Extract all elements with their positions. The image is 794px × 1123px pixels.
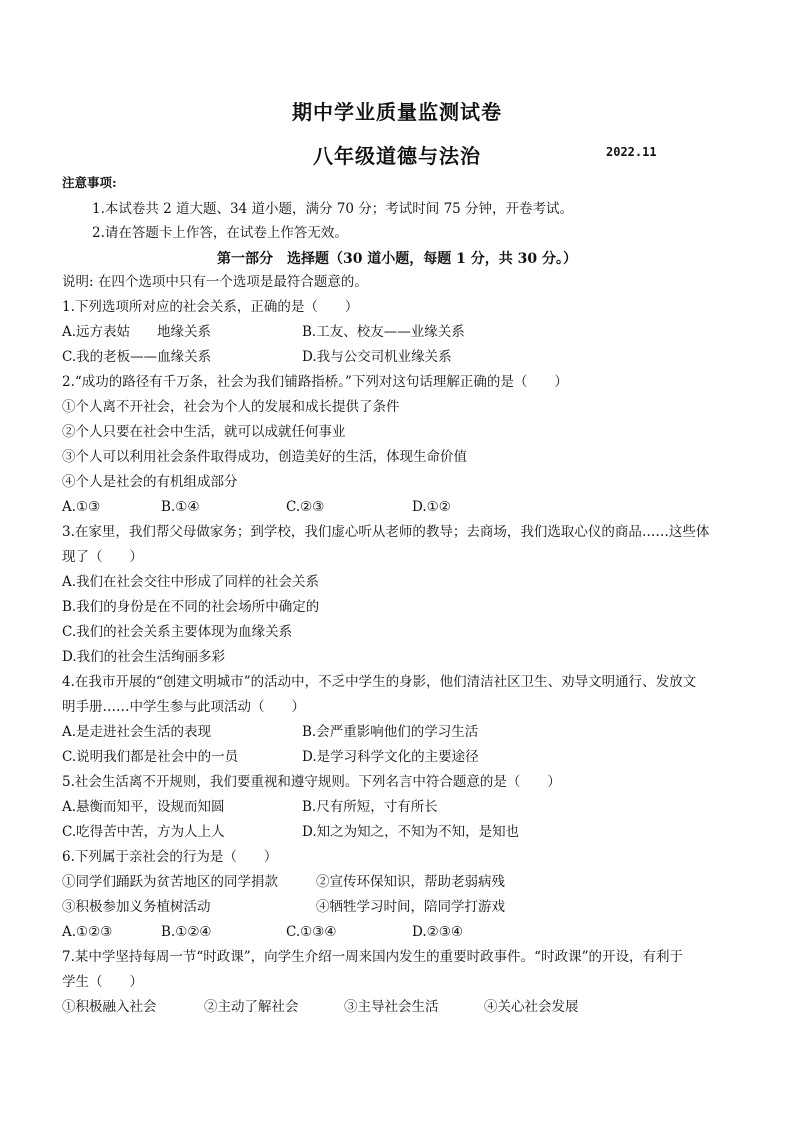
- question-7-statement-3: ③主导社会生活: [344, 999, 439, 1015]
- question-4-option-b: B.会严重影响他们的学习生活: [302, 724, 479, 740]
- question-2-statement-2: ②个人只要在社会中生活，就可以成就任何事业: [62, 424, 346, 440]
- question-3-stem: 3.在家里，我们帮父母做家务；到学校，我们虚心听从老师的教导；去商场，我们选取心仪的商品……这些体: [62, 524, 710, 540]
- question-4-option-a: A.是走进社会生活的表现: [62, 724, 212, 740]
- question-1-option-b: B.工友、校友——业缘关系: [302, 324, 465, 340]
- question-4-option-c: C.说明我们都是社会中的一员: [62, 749, 239, 765]
- question-2-stem: 2.“成功的路径有千万条，社会为我们铺路指桥。”下列对这句话理解正确的是（ ）: [62, 374, 568, 390]
- exam-date: 2022.11: [606, 145, 657, 159]
- question-6-statement-1: ①同学们踊跃为贫苦地区的同学捐款: [62, 874, 278, 890]
- question-5-stem: 5.社会生活离不开规则，我们要重视和遵守规则。下列名言中符合题意的是（ ）: [62, 774, 561, 790]
- question-3-option-c: C.我们的社会关系主要体现为血缘关系: [62, 624, 293, 640]
- question-7-stem: 7.某中学坚持每周一节“时政课”，向学生介绍一周来国内发生的重要时政事件。“时政课”的开设，有利于: [62, 949, 683, 965]
- question-2-option-b: B.①④: [161, 499, 200, 515]
- question-5-option-d: D.知之为知之，不知为不知，是知也: [302, 824, 520, 840]
- question-2-option-d: D.①②: [412, 499, 451, 515]
- exam-title: 期中学业质量监测试卷: [292, 100, 502, 124]
- question-4-stem: 4.在我市开展的“创建文明城市”的活动中，不乏中学生的身影，他们清洁社区卫生、劝导文明通行、发放文: [62, 674, 697, 690]
- question-5-option-c: C.吃得苦中苦，方为人上人: [62, 824, 225, 840]
- notice-item-1: 1.本试卷共 2 道大题、34 道小题，满分 70 分；考试时间 75 分钟，开卷考试。: [92, 201, 574, 217]
- question-7-statement-2: ②主动了解社会: [204, 999, 299, 1015]
- question-4-stem-cont: 明手册……中学生参与此项活动（ ）: [62, 699, 305, 715]
- question-6-option-b: B.①②④: [161, 924, 212, 940]
- question-6-statement-3: ③积极参加义务植树活动: [62, 899, 211, 915]
- question-2-statement-4: ④个人是社会的有机组成部分: [62, 474, 238, 490]
- notice-heading: 注意事项:: [62, 175, 117, 190]
- question-6-statement-4: ④牺牲学习时间，陪同学打游戏: [316, 899, 505, 915]
- section-instruction: 说明: 在四个选项中只有一个选项是最符合题意的。: [62, 274, 368, 290]
- question-5-option-b: B.尺有所短，寸有所长: [302, 799, 438, 815]
- question-6-option-c: C.①③④: [286, 924, 337, 940]
- question-1-option-a: A.远方表姑 地缘关系: [62, 324, 212, 340]
- question-3-option-d: D.我们的社会生活绚丽多彩: [62, 649, 226, 665]
- question-6-statement-2: ②宣传环保知识，帮助老弱病残: [316, 874, 505, 890]
- question-2-statement-1: ①个人离不开社会，社会为个人的发展和成长提供了条件: [62, 399, 400, 415]
- question-3-option-a: A.我们在社会交往中形成了同样的社会关系: [62, 574, 320, 590]
- question-6-option-d: D.②③④: [412, 924, 463, 940]
- question-5-option-a: A.悬衡而知平，设规而知圆: [62, 799, 225, 815]
- question-7-stem-cont: 学生（ ）: [62, 974, 143, 990]
- question-6-stem: 6.下列属于亲社会的行为是（ ）: [62, 849, 278, 865]
- question-7-statement-4: ④关心社会发展: [484, 999, 579, 1015]
- question-1-option-d: D.我与公交司机业缘关系: [302, 349, 452, 365]
- section-title: 第一部分 选择题（30 道小题，每题 1 分，共 30 分。）: [216, 251, 578, 267]
- question-2-option-a: A.①③: [62, 499, 101, 515]
- question-2-statement-3: ③个人可以利用社会条件取得成功，创造美好的生活，体现生命价值: [62, 449, 467, 465]
- notice-item-2: 2.请在答题卡上作答，在试卷上作答无效。: [92, 225, 348, 241]
- question-7-statement-1: ①积极融入社会: [62, 999, 157, 1015]
- exam-subject: 八年级道德与法治: [313, 144, 481, 168]
- question-6-option-a: A.①②③: [62, 924, 113, 940]
- question-3-option-b: B.我们的身份是在不同的社会场所中确定的: [62, 599, 320, 615]
- question-2-option-c: C.②③: [286, 499, 325, 515]
- question-1-option-c: C.我的老板——血缘关系: [62, 349, 212, 365]
- question-4-option-d: D.是学习科学文化的主要途径: [302, 749, 479, 765]
- question-1-stem: 1.下列选项所对应的社会关系，正确的是（ ）: [62, 299, 359, 315]
- question-3-stem-cont: 现了（ ）: [62, 549, 143, 565]
